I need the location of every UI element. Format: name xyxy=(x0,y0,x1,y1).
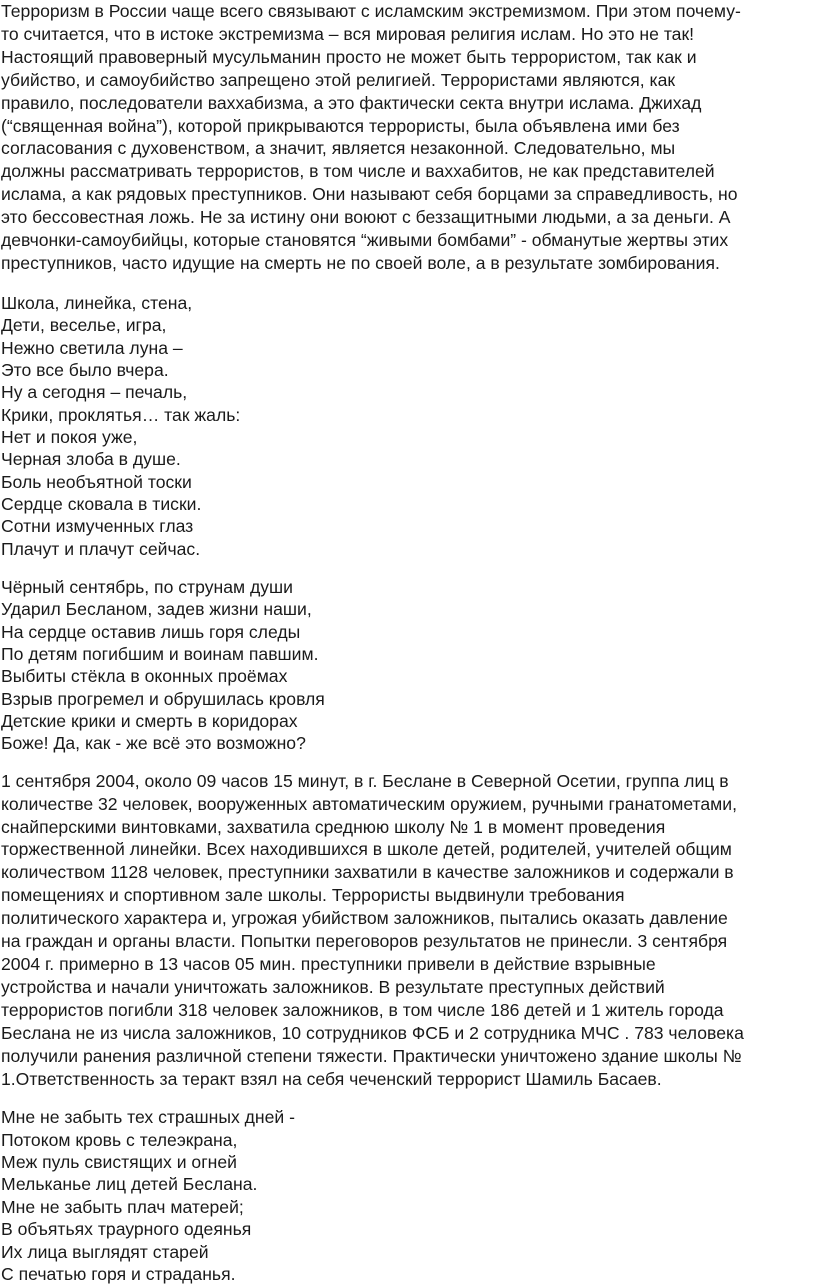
spacer xyxy=(1,755,813,770)
poem-line: Их лица выглядят старей xyxy=(1,1241,209,1262)
poem-line: Детские крики и смерть в коридорах xyxy=(1,711,298,732)
poem-memory xyxy=(1,1106,813,1285)
poem-line: Чёрный сентябрь, по струнам души xyxy=(1,577,293,597)
poem-line: Плачут и плачут сейчас. xyxy=(1,538,201,559)
text-line: должны рассматривать террористов, в том числе и ваххабитов, не как представителей xyxy=(1,161,715,182)
poem-line: Дети, веселье, игра, xyxy=(1,315,167,336)
intro-paragraph xyxy=(1,0,813,275)
text-line: 1 сентября 2004, около 09 часов 15 минут, в г. Беслане в Северной Осетии, группа лиц в xyxy=(1,770,729,791)
poem-line: Мне не забыть тех страшных дней - xyxy=(1,1107,295,1128)
poem-line: В объятьях траурного одеянья xyxy=(1,1219,252,1240)
spacer xyxy=(1,560,813,576)
spacer xyxy=(1,1090,813,1106)
text-line: количеством 1128 человек, преступники захватили в качестве заложников и содержали в xyxy=(1,862,734,883)
poem-line: Сотни измученных глаз xyxy=(1,516,194,537)
text-line: помещениях и спортивном зале школы. Террористы выдвинули требования xyxy=(1,885,625,906)
text-line: убийство, и самоубийство запрещено этой религией. Террористами являются, как xyxy=(1,69,676,90)
text-line: правило, последователи ваххабизма, а это фактически секта внутри ислама. Джихад xyxy=(1,92,702,113)
text-line: девчонки-самоубийцы, которые становятся “живыми бомбами” - обманутые жертвы этих xyxy=(1,230,729,251)
text-line: Беслана не из числа заложников, 10 сотрудников ФСБ и 2 сотрудника МЧС . 783 человека xyxy=(1,1022,744,1043)
text-line: (“священная война”), которой прикрываются террористы, была объявлена ими без xyxy=(1,115,680,136)
poem-line: Мне не забыть плач матерей; xyxy=(1,1196,244,1217)
poem-line: Школа, линейка, стена, xyxy=(1,292,193,313)
beslan-paragraph xyxy=(1,770,813,1091)
text-line: количестве 32 человек, вооруженных автоматическим оружием, ручными гранатометами, xyxy=(1,793,737,814)
poem-line: Ну а сегодня – печаль, xyxy=(1,382,188,403)
poem-line: По детям погибшим и воинам павшим. xyxy=(1,644,319,665)
poem-line: Нежно светила луна – xyxy=(1,337,183,358)
poem-line: Потоком кровь с телеэкрана, xyxy=(1,1129,238,1150)
text-line: политического характера и, угрожая убийством заложников, пытались оказать давление xyxy=(1,908,728,929)
text-line: снайперскими винтовками, захватила среднюю школу № 1 в момент проведения xyxy=(1,816,666,837)
poem-line: Меж пуль свистящих и огней xyxy=(1,1152,237,1173)
poem-line: Сердце сковала в тиски. xyxy=(1,493,202,514)
text-line: это бессовестная ложь. Не за истину они воюют с беззащитными людьми, а за деньги. А xyxy=(1,207,731,228)
poem-line: Это все было вчера. xyxy=(1,359,169,380)
poem-line: Боже! Да, как - же всё это возможно? xyxy=(1,733,306,754)
text-line: торжественной линейки. Всех находившихся в школе детей, родителей, учителей общим xyxy=(1,839,732,860)
text-line: согласования с духовенством, а значит, является незаконной. Следовательно, мы xyxy=(1,138,676,159)
poem-line: Черная злоба в душе. xyxy=(1,449,181,470)
poem-line: Взрыв прогремел и обрушилась кровля xyxy=(1,688,325,709)
text-line: Терроризм в России чаще всего связывают с исламским экстремизмом. При этом почему- xyxy=(1,1,741,21)
poem-school xyxy=(1,292,813,560)
poem-line: Мельканье лиц детей Беслана. xyxy=(1,1174,258,1195)
text-line: на граждан и органы власти. Попытки переговоров результатов не принесли. 3 сентября xyxy=(1,931,728,952)
poem-line: Боль необъятной тоски xyxy=(1,471,192,492)
text-line: ислама, а как рядовых преступников. Они называют себя борцами за справедливость, но xyxy=(1,184,738,205)
poem-line: Крики, проклятья… так жаль: xyxy=(1,404,241,425)
poem-line: Ударил Бесланом, задев жизни наши, xyxy=(1,599,312,620)
text-line: то считается, что в истоке экстремизма – вся мировая религия ислам. Но это не так! xyxy=(1,23,695,44)
text-line: Настоящий правоверный мусульманин просто не может быть террористом, так как и xyxy=(1,46,697,67)
poem-line: На сердце оставив лишь горя следы xyxy=(1,621,301,642)
poem-september xyxy=(1,576,813,755)
text-line: устройства и начали уничтожать заложников. В результате преступных действий xyxy=(1,976,665,997)
text-line: получили ранения различной степени тяжести. Практически уничтожено здание школы № xyxy=(1,1045,742,1066)
poem-line: С печатью горя и страданья. xyxy=(1,1263,236,1284)
spacer xyxy=(1,275,813,292)
text-line: террористов погибли 318 человек заложников, в том числе 186 детей и 1 житель города xyxy=(1,999,724,1020)
poem-line: Нет и покоя уже, xyxy=(1,426,138,447)
text-line: 1.Ответственность за теракт взял на себя чеченский террорист Шамиль Басаев. xyxy=(1,1068,662,1089)
poem-line: Выбиты стёкла в оконных проёмах xyxy=(1,666,288,687)
text-line: преступников, часто идущие на смерть не по своей воле, а в результате зомбирования. xyxy=(1,252,720,273)
text-line: 2004 г. примерно в 13 часов 05 мин. преступники привели в действие взрывные xyxy=(1,954,656,974)
